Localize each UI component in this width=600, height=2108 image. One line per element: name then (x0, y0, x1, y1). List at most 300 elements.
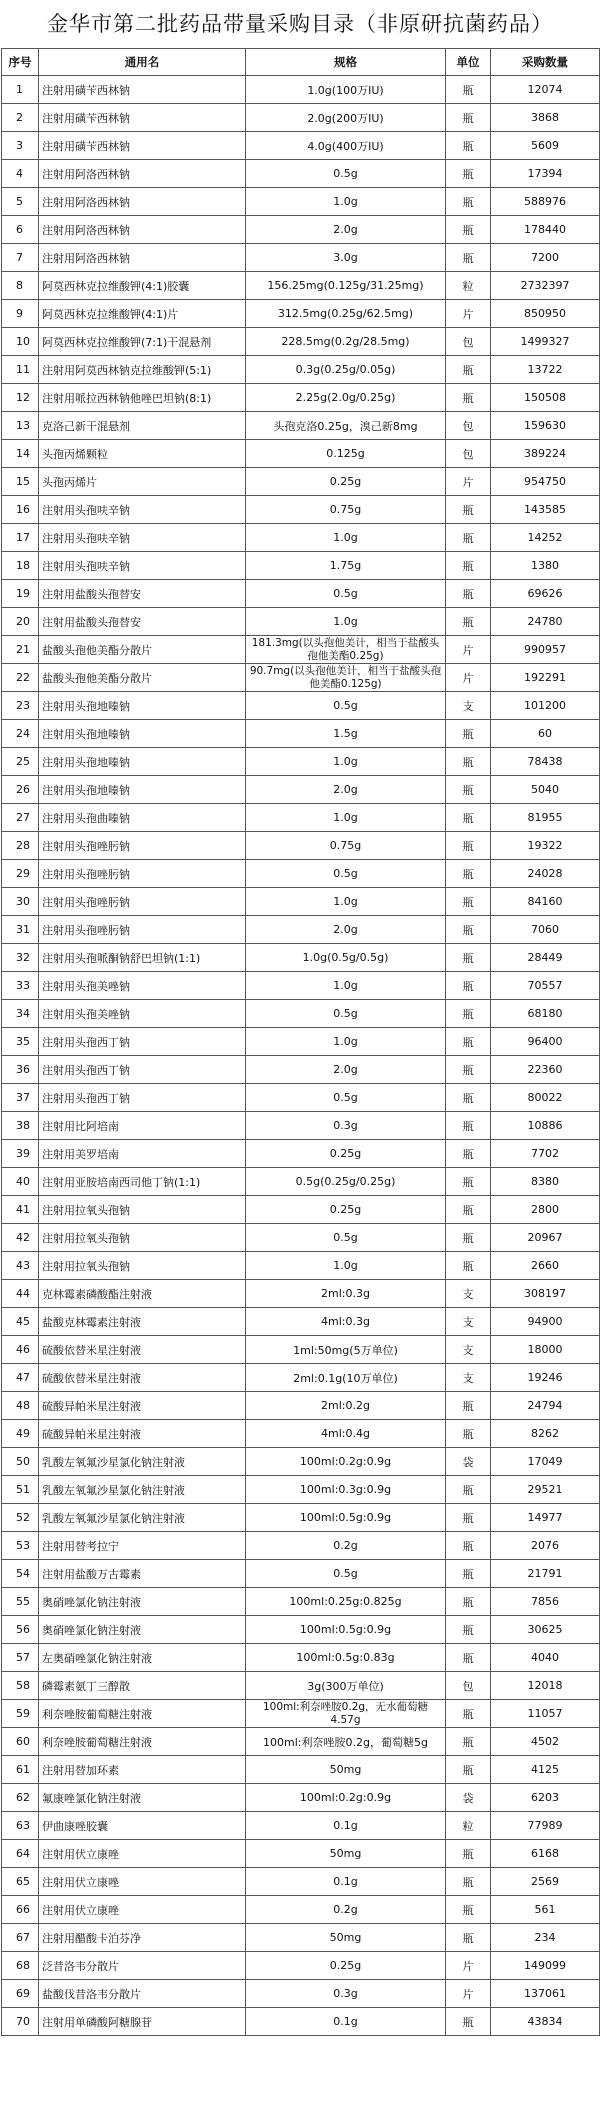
cell-quantity: 12074 (491, 76, 600, 104)
cell-generic-name: 注射用拉氧头孢钠 (39, 1196, 246, 1224)
cell-generic-name: 伊曲康唑胶囊 (39, 1812, 246, 1840)
cell-unit: 瓶 (446, 1756, 491, 1784)
cell-index: 32 (2, 944, 39, 972)
cell-specification: 1.0g (246, 804, 446, 832)
cell-index: 70 (2, 2008, 39, 2036)
table-row (2, 440, 600, 468)
cell-specification: 1.0g (246, 972, 446, 1000)
cell-generic-name: 利奈唑胺葡萄糖注射液 (39, 1728, 246, 1756)
cell-quantity: 29521 (491, 1476, 600, 1504)
cell-generic-name: 注射用头孢唑肟钠 (39, 860, 246, 888)
cell-unit: 瓶 (446, 1168, 491, 1196)
cell-index: 17 (2, 524, 39, 552)
cell-specification: 100ml:利奈唑胺0.2g，无水葡萄糖4.57g (246, 1700, 446, 1728)
cell-generic-name: 克林霉素磷酸酯注射液 (39, 1280, 246, 1308)
cell-specification: 2ml:0.3g (246, 1280, 446, 1308)
cell-generic-name: 注射用磺苄西林钠 (39, 104, 246, 132)
cell-generic-name: 注射用美罗培南 (39, 1140, 246, 1168)
table-row (2, 1168, 600, 1196)
cell-unit: 包 (446, 412, 491, 440)
cell-specification: 100ml:利奈唑胺0.2g，葡萄糖5g (246, 1728, 446, 1756)
cell-index: 29 (2, 860, 39, 888)
cell-specification: 0.3g (246, 1980, 446, 2008)
cell-quantity: 80022 (491, 1084, 600, 1112)
cell-specification: 0.1g (246, 2008, 446, 2036)
cell-quantity: 3868 (491, 104, 600, 132)
table-row (2, 188, 600, 216)
cell-generic-name: 注射用头孢美唑钠 (39, 1000, 246, 1028)
table-row (2, 1196, 600, 1224)
cell-specification: 0.25g (246, 1196, 446, 1224)
cell-specification: 2.0g (246, 776, 446, 804)
cell-generic-name: 注射用亚胺培南西司他丁钠(1:1) (39, 1168, 246, 1196)
cell-specification: 228.5mg(0.2g/28.5mg) (246, 328, 446, 356)
cell-specification: 90.7mg(以头孢他美计，相当于盐酸头孢他美酯0.125g) (246, 664, 446, 692)
cell-index: 52 (2, 1504, 39, 1532)
cell-generic-name: 注射用头孢呋辛钠 (39, 524, 246, 552)
cell-index: 16 (2, 496, 39, 524)
cell-unit: 瓶 (446, 244, 491, 272)
cell-unit: 瓶 (446, 1112, 491, 1140)
table-row (2, 1028, 600, 1056)
cell-specification: 0.3g(0.25g/0.05g) (246, 356, 446, 384)
cell-index: 65 (2, 1868, 39, 1896)
cell-generic-name: 注射用伏立康唑 (39, 1840, 246, 1868)
cell-generic-name: 注射用拉氧头孢钠 (39, 1252, 246, 1280)
cell-index: 5 (2, 188, 39, 216)
cell-generic-name: 克洛己新干混悬剂 (39, 412, 246, 440)
cell-index: 9 (2, 300, 39, 328)
cell-index: 38 (2, 1112, 39, 1140)
cell-unit: 瓶 (446, 720, 491, 748)
document-title: 金华市第二批药品带量采购目录（非原研抗菌药品） (47, 12, 553, 36)
cell-index: 2 (2, 104, 39, 132)
cell-quantity: 234 (491, 1924, 600, 1952)
header-unit: 单位 (446, 49, 491, 76)
cell-unit: 包 (446, 440, 491, 468)
procurement-table (1, 48, 600, 2036)
cell-unit: 瓶 (446, 1504, 491, 1532)
cell-specification: 0.25g (246, 1952, 446, 1980)
cell-index: 23 (2, 692, 39, 720)
cell-quantity: 12018 (491, 1672, 600, 1700)
cell-quantity: 308197 (491, 1280, 600, 1308)
cell-specification: 2.0g(200万IU) (246, 104, 446, 132)
cell-unit: 瓶 (446, 1560, 491, 1588)
cell-unit: 瓶 (446, 804, 491, 832)
cell-quantity: 2569 (491, 1868, 600, 1896)
cell-generic-name: 注射用伏立康唑 (39, 1868, 246, 1896)
cell-quantity: 2732397 (491, 272, 600, 300)
cell-unit: 瓶 (446, 1644, 491, 1672)
cell-unit: 片 (446, 1952, 491, 1980)
cell-specification: 2.25g(2.0g/0.25g) (246, 384, 446, 412)
table-row (2, 776, 600, 804)
cell-quantity: 18000 (491, 1336, 600, 1364)
cell-generic-name: 注射用盐酸头孢替安 (39, 580, 246, 608)
cell-quantity: 24028 (491, 860, 600, 888)
table-row (2, 944, 600, 972)
cell-generic-name: 注射用头孢曲嗪钠 (39, 804, 246, 832)
cell-quantity: 2800 (491, 1196, 600, 1224)
cell-index: 69 (2, 1980, 39, 2008)
cell-index: 31 (2, 916, 39, 944)
header-quantity: 采购数量 (491, 49, 600, 76)
cell-specification: 0.5g (246, 860, 446, 888)
cell-index: 30 (2, 888, 39, 916)
cell-index: 66 (2, 1896, 39, 1924)
cell-generic-name: 注射用阿洛西林钠 (39, 160, 246, 188)
cell-quantity: 19322 (491, 832, 600, 860)
cell-generic-name: 注射用头孢哌酮钠舒巴坦钠(1:1) (39, 944, 246, 972)
cell-specification: 1.5g (246, 720, 446, 748)
cell-quantity: 19246 (491, 1364, 600, 1392)
cell-quantity: 143585 (491, 496, 600, 524)
cell-specification: 2.0g (246, 1056, 446, 1084)
cell-unit: 瓶 (446, 496, 491, 524)
table-row (2, 1308, 600, 1336)
cell-index: 20 (2, 608, 39, 636)
cell-index: 61 (2, 1756, 39, 1784)
cell-generic-name: 硫酸依替米星注射液 (39, 1364, 246, 1392)
cell-specification: 1.0g (246, 888, 446, 916)
cell-generic-name: 注射用头孢地嗪钠 (39, 692, 246, 720)
cell-specification: 0.75g (246, 496, 446, 524)
table-row (2, 860, 600, 888)
cell-generic-name: 注射用头孢唑肟钠 (39, 832, 246, 860)
cell-generic-name: 注射用头孢唑肟钠 (39, 916, 246, 944)
cell-quantity: 8380 (491, 1168, 600, 1196)
table-row (2, 244, 600, 272)
cell-index: 33 (2, 972, 39, 1000)
cell-generic-name: 乳酸左氧氟沙星氯化钠注射液 (39, 1476, 246, 1504)
cell-generic-name: 注射用头孢呋辛钠 (39, 552, 246, 580)
cell-index: 53 (2, 1532, 39, 1560)
table-row (2, 496, 600, 524)
table-row (2, 1532, 600, 1560)
cell-generic-name: 利奈唑胺葡萄糖注射液 (39, 1700, 246, 1728)
cell-specification: 50mg (246, 1924, 446, 1952)
cell-index: 50 (2, 1448, 39, 1476)
cell-generic-name: 注射用哌拉西林钠他唑巴坦钠(8:1) (39, 384, 246, 412)
cell-specification: 50mg (246, 1840, 446, 1868)
cell-specification: 1.0g(0.5g/0.5g) (246, 944, 446, 972)
cell-quantity: 1380 (491, 552, 600, 580)
cell-specification: 0.5g (246, 1560, 446, 1588)
cell-specification: 0.5g (246, 1084, 446, 1112)
table-row (2, 1000, 600, 1028)
cell-generic-name: 注射用伏立康唑 (39, 1896, 246, 1924)
cell-unit: 瓶 (446, 104, 491, 132)
cell-unit: 瓶 (446, 608, 491, 636)
cell-index: 13 (2, 412, 39, 440)
table-row (2, 1588, 600, 1616)
cell-generic-name: 盐酸克林霉素注射液 (39, 1308, 246, 1336)
cell-generic-name: 注射用比阿培南 (39, 1112, 246, 1140)
cell-unit: 支 (446, 692, 491, 720)
cell-quantity: 149099 (491, 1952, 600, 1980)
table-row (2, 1112, 600, 1140)
cell-generic-name: 硫酸异帕米星注射液 (39, 1420, 246, 1448)
cell-unit: 瓶 (446, 1056, 491, 1084)
cell-generic-name: 注射用磺苄西林钠 (39, 132, 246, 160)
cell-specification: 1.0g(100万IU) (246, 76, 446, 104)
table-row (2, 104, 600, 132)
table-row (2, 636, 600, 664)
cell-unit: 瓶 (446, 76, 491, 104)
cell-unit: 瓶 (446, 776, 491, 804)
cell-index: 18 (2, 552, 39, 580)
cell-generic-name: 盐酸头孢他美酯分散片 (39, 636, 246, 664)
cell-quantity: 7856 (491, 1588, 600, 1616)
cell-quantity: 11057 (491, 1700, 600, 1728)
cell-index: 64 (2, 1840, 39, 1868)
cell-specification: 181.3mg(以头孢他美计，相当于盐酸头孢他美酯0.25g) (246, 636, 446, 664)
table-row (2, 580, 600, 608)
header-generic-name: 通用名 (39, 49, 246, 76)
cell-index: 56 (2, 1616, 39, 1644)
cell-quantity: 17394 (491, 160, 600, 188)
cell-quantity: 159630 (491, 412, 600, 440)
cell-quantity: 81955 (491, 804, 600, 832)
cell-index: 55 (2, 1588, 39, 1616)
table-row (2, 1812, 600, 1840)
cell-quantity: 2076 (491, 1532, 600, 1560)
cell-generic-name: 硫酸依替米星注射液 (39, 1336, 246, 1364)
cell-index: 41 (2, 1196, 39, 1224)
cell-specification: 3.0g (246, 244, 446, 272)
cell-unit: 瓶 (446, 1700, 491, 1728)
cell-quantity: 8262 (491, 1420, 600, 1448)
cell-specification: 3g(300万单位) (246, 1672, 446, 1700)
cell-quantity: 4040 (491, 1644, 600, 1672)
cell-quantity: 990957 (491, 636, 600, 664)
cell-specification: 0.5g(0.25g/0.25g) (246, 1168, 446, 1196)
cell-generic-name: 阿莫西林克拉维酸钾(4:1)胶囊 (39, 272, 246, 300)
table-row (2, 76, 600, 104)
cell-index: 48 (2, 1392, 39, 1420)
cell-specification: 0.1g (246, 1812, 446, 1840)
table-row (2, 1840, 600, 1868)
table-row (2, 356, 600, 384)
cell-quantity: 2660 (491, 1252, 600, 1280)
cell-index: 15 (2, 468, 39, 496)
table-row (2, 2008, 600, 2036)
cell-specification: 0.2g (246, 1532, 446, 1560)
cell-generic-name: 注射用头孢美唑钠 (39, 972, 246, 1000)
cell-quantity: 60 (491, 720, 600, 748)
cell-unit: 瓶 (446, 132, 491, 160)
cell-quantity: 6203 (491, 1784, 600, 1812)
table-row (2, 552, 600, 580)
cell-generic-name: 注射用阿洛西林钠 (39, 188, 246, 216)
cell-specification: 0.2g (246, 1896, 446, 1924)
cell-specification: 0.1g (246, 1868, 446, 1896)
cell-generic-name: 奥硝唑氯化钠注射液 (39, 1616, 246, 1644)
cell-generic-name: 头孢丙烯片 (39, 468, 246, 496)
table-row (2, 1896, 600, 1924)
cell-generic-name: 阿莫西林克拉维酸钾(4:1)片 (39, 300, 246, 328)
cell-index: 25 (2, 748, 39, 776)
cell-specification: 1.0g (246, 188, 446, 216)
cell-index: 37 (2, 1084, 39, 1112)
cell-quantity: 68180 (491, 1000, 600, 1028)
table-row (2, 524, 600, 552)
cell-unit: 瓶 (446, 1028, 491, 1056)
cell-quantity: 137061 (491, 1980, 600, 2008)
cell-quantity: 4125 (491, 1756, 600, 1784)
cell-unit: 瓶 (446, 580, 491, 608)
cell-index: 67 (2, 1924, 39, 1952)
cell-index: 3 (2, 132, 39, 160)
cell-quantity: 13722 (491, 356, 600, 384)
cell-generic-name: 注射用头孢西丁钠 (39, 1028, 246, 1056)
cell-unit: 包 (446, 328, 491, 356)
cell-index: 35 (2, 1028, 39, 1056)
table-row (2, 1420, 600, 1448)
table-row (2, 692, 600, 720)
cell-generic-name: 氟康唑氯化钠注射液 (39, 1784, 246, 1812)
table-row (2, 1952, 600, 1980)
cell-index: 24 (2, 720, 39, 748)
cell-unit: 瓶 (446, 1868, 491, 1896)
cell-quantity: 69626 (491, 580, 600, 608)
cell-quantity: 954750 (491, 468, 600, 496)
cell-specification: 100ml:0.5g:0.9g (246, 1504, 446, 1532)
cell-index: 12 (2, 384, 39, 412)
table-row (2, 972, 600, 1000)
cell-quantity: 96400 (491, 1028, 600, 1056)
cell-specification: 156.25mg(0.125g/31.25mg) (246, 272, 446, 300)
table-row (2, 608, 600, 636)
table-row (2, 1504, 600, 1532)
table-row (2, 888, 600, 916)
cell-generic-name: 阿莫西林克拉维酸钾(7:1)干混悬剂 (39, 328, 246, 356)
cell-generic-name: 注射用头孢地嗪钠 (39, 748, 246, 776)
cell-quantity: 24794 (491, 1392, 600, 1420)
cell-unit: 片 (446, 300, 491, 328)
table-row (2, 300, 600, 328)
table-row (2, 1728, 600, 1756)
cell-unit: 粒 (446, 1812, 491, 1840)
cell-index: 27 (2, 804, 39, 832)
table-row (2, 720, 600, 748)
cell-unit: 袋 (446, 1784, 491, 1812)
cell-generic-name: 注射用阿洛西林钠 (39, 244, 246, 272)
cell-quantity: 77989 (491, 1812, 600, 1840)
cell-unit: 瓶 (446, 1252, 491, 1280)
cell-unit: 支 (446, 1364, 491, 1392)
table-row (2, 1280, 600, 1308)
cell-quantity: 588976 (491, 188, 600, 216)
cell-index: 68 (2, 1952, 39, 1980)
cell-index: 19 (2, 580, 39, 608)
table-row (2, 804, 600, 832)
cell-specification: 100ml:0.5g:0.83g (246, 1644, 446, 1672)
table-row (2, 1252, 600, 1280)
table-row (2, 160, 600, 188)
cell-unit: 瓶 (446, 916, 491, 944)
cell-generic-name: 注射用头孢呋辛钠 (39, 496, 246, 524)
cell-quantity: 5609 (491, 132, 600, 160)
cell-index: 39 (2, 1140, 39, 1168)
table-row (2, 832, 600, 860)
table-row (2, 1616, 600, 1644)
cell-generic-name: 注射用阿莫西林钠克拉维酸钾(5:1) (39, 356, 246, 384)
table-row (2, 1224, 600, 1252)
cell-unit: 瓶 (446, 832, 491, 860)
cell-generic-name: 注射用单磷酸阿糖腺苷 (39, 2008, 246, 2036)
cell-quantity: 1499327 (491, 328, 600, 356)
cell-quantity: 30625 (491, 1616, 600, 1644)
cell-unit: 瓶 (446, 888, 491, 916)
cell-generic-name: 注射用拉氧头孢钠 (39, 1224, 246, 1252)
table-row (2, 272, 600, 300)
cell-generic-name: 盐酸头孢他美酯分散片 (39, 664, 246, 692)
cell-index: 7 (2, 244, 39, 272)
cell-index: 43 (2, 1252, 39, 1280)
cell-unit: 瓶 (446, 1084, 491, 1112)
cell-unit: 瓶 (446, 188, 491, 216)
cell-quantity: 7060 (491, 916, 600, 944)
table-row (2, 748, 600, 776)
cell-quantity: 14252 (491, 524, 600, 552)
cell-specification: 1ml:50mg(5万单位) (246, 1336, 446, 1364)
cell-index: 47 (2, 1364, 39, 1392)
cell-unit: 瓶 (446, 1196, 491, 1224)
header-specification: 规格 (246, 49, 446, 76)
cell-generic-name: 注射用磺苄西林钠 (39, 76, 246, 104)
cell-specification: 头孢克洛0.25g，溴己新8mg (246, 412, 446, 440)
cell-specification: 100ml:0.2g:0.9g (246, 1448, 446, 1476)
cell-index: 11 (2, 356, 39, 384)
table-row (2, 1700, 600, 1728)
cell-unit: 支 (446, 1336, 491, 1364)
cell-quantity: 178440 (491, 216, 600, 244)
cell-generic-name: 注射用阿洛西林钠 (39, 216, 246, 244)
table-row (2, 1140, 600, 1168)
cell-generic-name: 注射用头孢唑肟钠 (39, 888, 246, 916)
cell-generic-name: 注射用替加环素 (39, 1756, 246, 1784)
cell-generic-name: 注射用替考拉宁 (39, 1532, 246, 1560)
cell-specification: 1.0g (246, 524, 446, 552)
cell-specification: 0.5g (246, 1000, 446, 1028)
cell-generic-name: 注射用头孢西丁钠 (39, 1084, 246, 1112)
table-row (2, 1448, 600, 1476)
header-index: 序号 (2, 49, 39, 76)
cell-generic-name: 硫酸异帕米星注射液 (39, 1392, 246, 1420)
cell-unit: 瓶 (446, 1924, 491, 1952)
cell-unit: 支 (446, 1308, 491, 1336)
cell-quantity: 84160 (491, 888, 600, 916)
cell-quantity: 10886 (491, 1112, 600, 1140)
cell-unit: 瓶 (446, 160, 491, 188)
cell-specification: 2.0g (246, 916, 446, 944)
cell-index: 57 (2, 1644, 39, 1672)
table-row (2, 468, 600, 496)
cell-unit: 瓶 (446, 1896, 491, 1924)
table-row (2, 216, 600, 244)
cell-generic-name: 注射用头孢西丁钠 (39, 1056, 246, 1084)
table-row (2, 1364, 600, 1392)
cell-quantity: 7702 (491, 1140, 600, 1168)
cell-index: 58 (2, 1672, 39, 1700)
cell-specification: 0.5g (246, 580, 446, 608)
cell-generic-name: 乳酸左氧氟沙星氯化钠注射液 (39, 1504, 246, 1532)
cell-unit: 瓶 (446, 216, 491, 244)
cell-unit: 瓶 (446, 1224, 491, 1252)
table-row (2, 132, 600, 160)
